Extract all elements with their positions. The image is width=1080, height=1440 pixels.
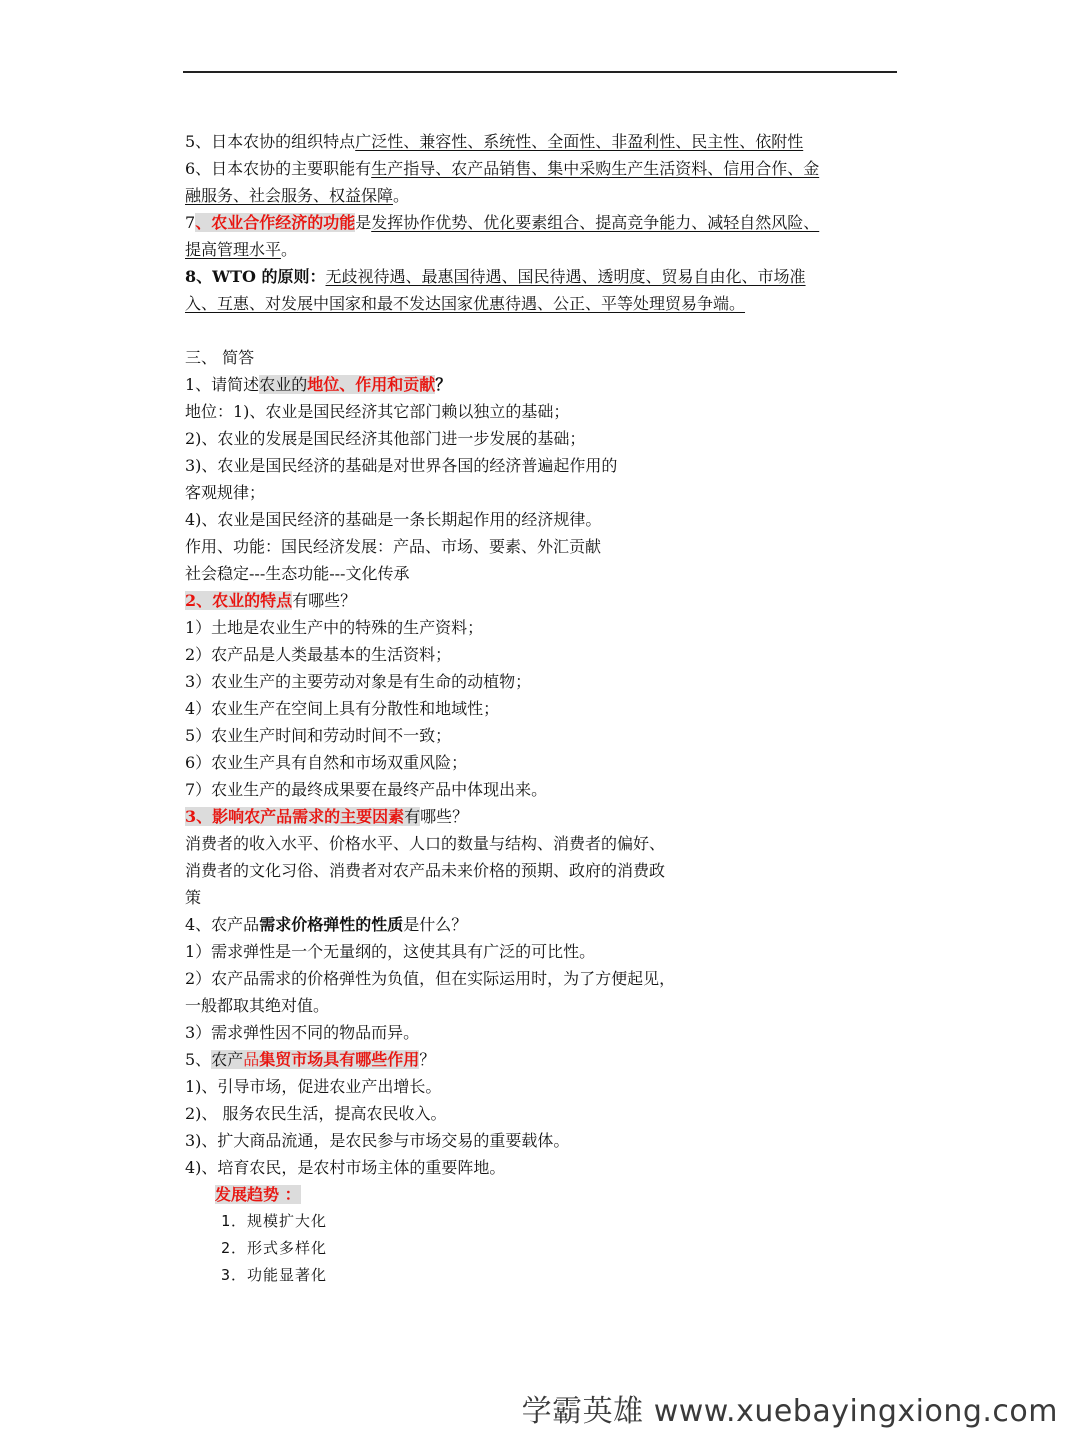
trend-item: 2．形式多样化 [221,1239,328,1257]
answer-line: 3)、农业是国民经济的基础是对世界各国的经济普遍起作用的 [185,456,618,475]
answer-line: 3)、扩大商品流通，是农民参与市场交易的重要载体。 [185,1131,570,1150]
question-1-topic: 地位、作用和贡献 [307,375,436,394]
answer-line: 2）农产品是人类最基本的生活资料； [185,645,452,664]
answer-line: 社会稳定---生态功能---文化传承 [185,564,410,583]
site-watermark: 学霸英雄 www.xuebayingxiong.com [521,1394,1058,1429]
answer-line: 作用、功能：国民经济发展：产品、市场、要素、外汇贡献 [185,537,602,556]
question-5-topic: 集贸市场具有哪些作用 [259,1050,420,1069]
section-title: 三、 简答 [185,348,255,367]
answer-line: 1）需求弹性是一个无量纲的，这使其具有广泛的可比性。 [185,942,596,961]
answer-line: 4）农业生产在空间上具有分散性和地域性； [185,699,500,718]
fill-q7: 7、农业合作经济的功能是发挥协作优势、优化要素组合、提高竞争能力、减轻自然风险、 [185,213,820,232]
question-3: 3、影响农产品需求的主要因素有哪些？ [185,807,469,826]
fill-q6: 6、日本农协的主要职能有生产指导、农产品销售、集中采购生产生活资料、信用合作、金 [185,159,820,178]
document-body [185,128,900,1289]
fill-q7-answer: 发挥协作优势、优化要素组合、提高竞争能力、减轻自然风险、 [371,213,820,232]
trend-item: 1．规模扩大化 [221,1212,328,1230]
answer-line: 地位：1)、农业是国民经济其它部门赖以独立的基础； [185,402,570,421]
answer-line: 4)、农业是国民经济的基础是一条长期起作用的经济规律。 [185,510,602,529]
answer-line: 2)、农业的发展是国民经济其他部门进一步发展的基础； [185,429,586,448]
question-5: 5、农产品集贸市场具有哪些作用？ [185,1050,436,1069]
fill-q8-cont: 入、互惠、对发展中国家和最不发达国家优惠待遇、公正、平等处理贸易争端。 [185,294,746,313]
fill-q8 [185,263,900,290]
answer-line: 策 [185,888,202,907]
header-rule [183,71,897,73]
answer-line: 消费者的收入水平、价格水平、人口的数量与结构、消费者的偏好、 [185,834,666,853]
answer-line: 2)、 服务农民生活，提高农民收入。 [185,1104,447,1123]
fill-q6-answer: 生产指导、农产品销售、集中采购生产生活资料、信用合作、金 [371,159,820,178]
answer-line: 2）农产品需求的价格弹性为负值，但在实际运用时，为了方便起见， [185,969,676,988]
question-2: 2、农业的特点有哪些？ [185,591,357,610]
answer-line: 7）农业生产的最终成果要在最终产品中体现出来。 [185,780,548,799]
answer-line: 一般都取其绝对值。 [185,996,330,1015]
answer-line: 1)、引导市场，促进农业产出增长。 [185,1077,442,1096]
answer-line: 4)、培育农民，是农村市场主体的重要阵地。 [185,1158,506,1177]
answer-line: 1）土地是农业生产中的特殊的生产资料； [185,618,484,637]
fill-q6-cont: 融服务、社会服务、权益保障。 [185,186,410,205]
answer-line: 3）农业生产的主要劳动对象是有生命的动植物； [185,672,532,691]
answer-line: 6）农业生产具有自然和市场双重风险； [185,753,468,772]
question-3-topic: 影响农产品需求的主要因素 [212,807,405,826]
fill-q5-answer: 广泛性、兼容性、系统性、全面性、非盈利性、民主性、依附性 [355,132,804,151]
answer-line: 5）农业生产时间和劳动时间不一致； [185,726,452,745]
trends-heading: 发展趋势 ： [215,1185,301,1204]
question-1: 1、请简述农业的地位、作用和贡献？ [185,375,452,394]
fill-q8-topic: 8、WTO 的原则： [185,267,326,286]
fill-q7-cont: 提高管理水平。 [185,240,298,259]
fill-q7-topic: 、农业合作经济的功能 [195,213,356,232]
answer-line: 客观规律； [185,483,266,502]
trend-item: 3．功能显著化 [221,1266,328,1284]
question-4: 4、农产品需求价格弹性的性质是什么？ [185,915,468,934]
answer-line: 3）需求弹性因不同的物品而异。 [185,1023,420,1042]
answer-line: 消费者的文化习俗、消费者对农产品未来价格的预期、政府的消费政 [185,861,666,880]
fill-q8-answer: 无歧视待遇、最惠国待遇、国民待遇、透明度、贸易自由化、市场准 [325,267,806,286]
question-2-topic: 农业的特点 [212,591,293,610]
fill-q5: 5、日本农协的组织特点广泛性、兼容性、系统性、全面性、非盈利性、民主性、依附性 [185,132,804,151]
question-4-topic: 需求价格弹性的性质 [259,915,404,934]
